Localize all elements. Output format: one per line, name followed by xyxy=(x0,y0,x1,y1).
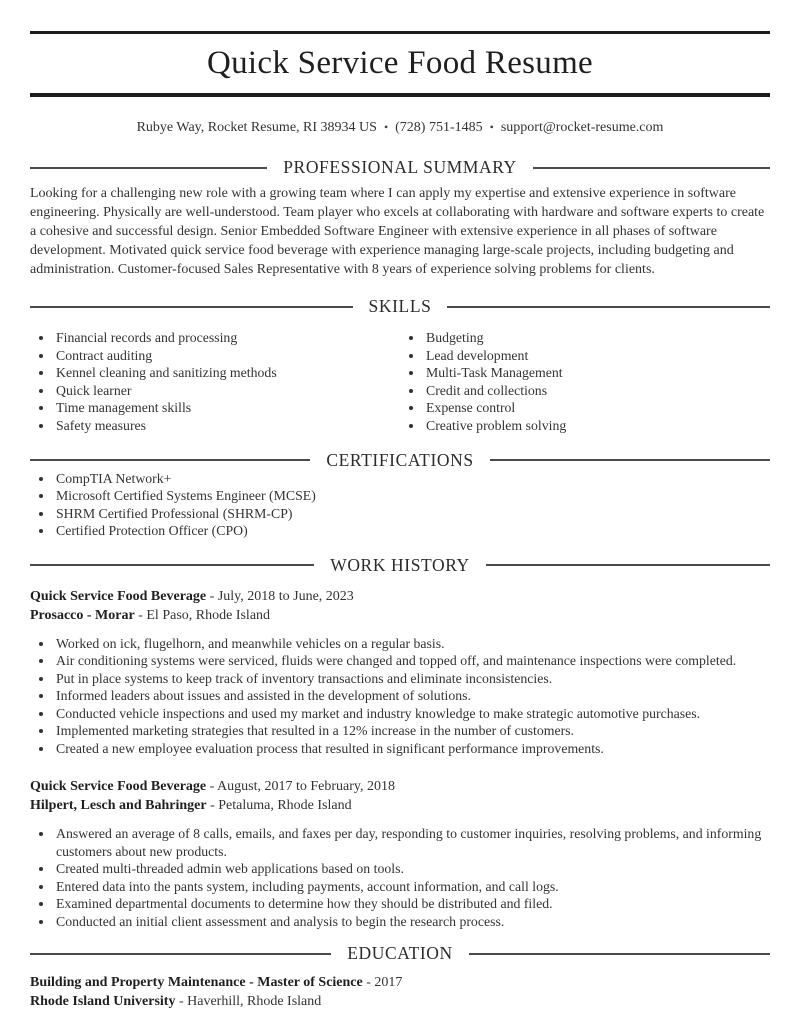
certification-item: • Microsoft Certified Systems Engineer (MCSE) xyxy=(54,487,770,505)
section-rule-right xyxy=(533,167,770,169)
section-title: SKILLS xyxy=(368,296,432,316)
education-degree-line xyxy=(30,973,770,992)
section-rule-left xyxy=(30,953,331,955)
job-entry xyxy=(30,587,770,758)
job-location: Petaluma, Rhode Island xyxy=(218,798,352,814)
job-bullet-list xyxy=(30,635,770,758)
certification-item: • CompTIA Network+ xyxy=(54,470,770,488)
education-year: 2017 xyxy=(374,975,403,991)
summary-text: Looking for a challenging new role with a growing team where I can apply my expertise and extensive experience in software engineering. Physically are well-understood. Team player who excels at collaborating with hardware and software experts to create a cohesive and successful design. Senior Embedded Software Engineer with extensive experience in all phases of software development. Motivated quick service food beverage with experience managing large-scale projects, including budgeting and administration. Customer-focused Sales Representative with 8 years of experience solving problems for clients. xyxy=(30,186,765,277)
section-title: PROFESSIONAL SUMMARY xyxy=(283,157,517,177)
job-role: Quick Service Food Beverage xyxy=(30,779,207,795)
job-bullet-list xyxy=(30,825,770,930)
job-company-line xyxy=(30,606,770,625)
section-rule-right xyxy=(447,306,770,308)
education-entry xyxy=(30,973,770,1011)
skill-item: • Creative problem solving xyxy=(424,417,770,435)
skills-grid xyxy=(30,329,770,435)
section-rule-left xyxy=(30,564,314,566)
job-bullet: • Entered data into the pants system, including payments, account information, and call logs. xyxy=(54,878,770,896)
job-role-line xyxy=(30,587,770,606)
contact-line xyxy=(30,119,770,136)
skill-item: • Quick learner xyxy=(54,382,400,400)
dash-separator: - xyxy=(134,607,147,623)
section-header-professional-summary xyxy=(30,158,770,177)
education-school: Rhode Island University xyxy=(30,994,176,1010)
skills-list-left xyxy=(30,329,400,435)
section-header-education xyxy=(30,944,770,963)
section-rule-right xyxy=(486,564,770,566)
section-header-certifications xyxy=(30,451,770,470)
certification-item: • SHRM Certified Professional (SHRM-CP) xyxy=(54,505,770,523)
certifications-list xyxy=(30,470,770,540)
contact-phone: (728) 751-1485 xyxy=(395,120,483,135)
section-header-skills xyxy=(30,297,770,316)
section-rule-left xyxy=(30,459,310,461)
job-bullet: • Air conditioning systems were serviced, fluids were changed and topped off, and maintenance inspections were completed. xyxy=(54,652,770,670)
job-bullet: • Conducted an initial client assessment and analysis to begin the research process. xyxy=(54,913,770,931)
job-bullet: • Informed leaders about issues and assisted in the development of solutions. xyxy=(54,687,770,705)
contact-separator: • xyxy=(489,120,494,134)
job-company-line xyxy=(30,796,770,815)
skill-item: • Kennel cleaning and sanitizing methods xyxy=(54,364,400,382)
section-rule-right xyxy=(469,953,770,955)
skill-item: • Time management skills xyxy=(54,399,400,417)
dash-separator: - xyxy=(206,798,219,814)
section-rule-left xyxy=(30,167,267,169)
job-bullet: • Conducted vehicle inspections and used my market and industry knowledge to make strategic automotive purchases. xyxy=(54,705,770,723)
skill-item: • Safety measures xyxy=(54,417,400,435)
section-title: CERTIFICATIONS xyxy=(326,449,474,470)
job-company: Prosacco - Morar xyxy=(30,607,135,623)
skill-item: • Contract auditing xyxy=(54,347,400,365)
section-rule-left xyxy=(30,306,353,308)
skill-item: • Financial records and processing xyxy=(54,329,400,347)
header-top-rule xyxy=(30,31,770,34)
certification-item: • Certified Protection Officer (CPO) xyxy=(54,522,770,540)
skill-item: • Credit and collections xyxy=(424,382,770,400)
job-bullet: • Put in place systems to keep track of inventory transactions and eliminate inconsistencies. xyxy=(54,670,770,688)
section-header-work-history xyxy=(30,556,770,575)
skill-item: • Lead development xyxy=(424,347,770,365)
job-location: El Paso, Rhode Island xyxy=(146,607,271,623)
job-bullet: • Created multi-threaded admin web applications based on tools. xyxy=(54,860,770,878)
job-entry xyxy=(30,777,770,930)
dash-separator: - xyxy=(362,975,375,991)
job-bullet: • Examined departmental documents to determine how they should be distributed and filed. xyxy=(54,895,770,913)
skill-item: • Expense control xyxy=(424,399,770,417)
dash-separator: - xyxy=(175,994,188,1010)
page-title: Quick Service Food Resume xyxy=(206,45,594,81)
contact-separator: • xyxy=(383,120,389,134)
job-bullet: • Answered an average of 8 calls, emails, and faxes per day, responding to customer inquiries, resolving problems, and informing customers about new products. xyxy=(54,825,770,860)
dash-separator: - xyxy=(206,779,218,795)
job-dates: August, 2017 to February, 2018 xyxy=(217,779,395,795)
skill-item: • Budgeting xyxy=(424,329,770,347)
section-rule-right xyxy=(490,459,770,461)
header-double-rule xyxy=(30,93,770,97)
job-role-line xyxy=(30,777,770,796)
job-dates: July, 2018 to June, 2023 xyxy=(217,588,354,604)
job-company: Hilpert, Lesch and Bahringer xyxy=(30,798,207,814)
contact-email: support@rocket-resume.com xyxy=(500,120,664,135)
education-degree: Building and Property Maintenance - Master of Science xyxy=(30,975,363,991)
skill-item: • Multi-Task Management xyxy=(424,364,770,382)
job-bullet: • Implemented marketing strategies that resulted in a 12% increase in the number of customers. xyxy=(54,722,770,740)
job-role: Quick Service Food Beverage xyxy=(30,588,207,604)
education-school-line xyxy=(30,992,770,1011)
section-title: WORK HISTORY xyxy=(330,554,470,575)
job-bullet: • Created a new employee evaluation process that resulted in significant performance improvements. xyxy=(54,740,770,758)
job-bullet: • Worked on ick, flugelhorn, and meanwhile vehicles on a regular basis. xyxy=(54,635,770,653)
dash-separator: - xyxy=(206,588,218,604)
contact-address: Rubye Way, Rocket Resume, RI 38934 US xyxy=(136,120,377,135)
section-title: EDUCATION xyxy=(347,943,453,964)
skills-list-right xyxy=(400,329,770,435)
education-location: Haverhill, Rhode Island xyxy=(187,994,322,1010)
